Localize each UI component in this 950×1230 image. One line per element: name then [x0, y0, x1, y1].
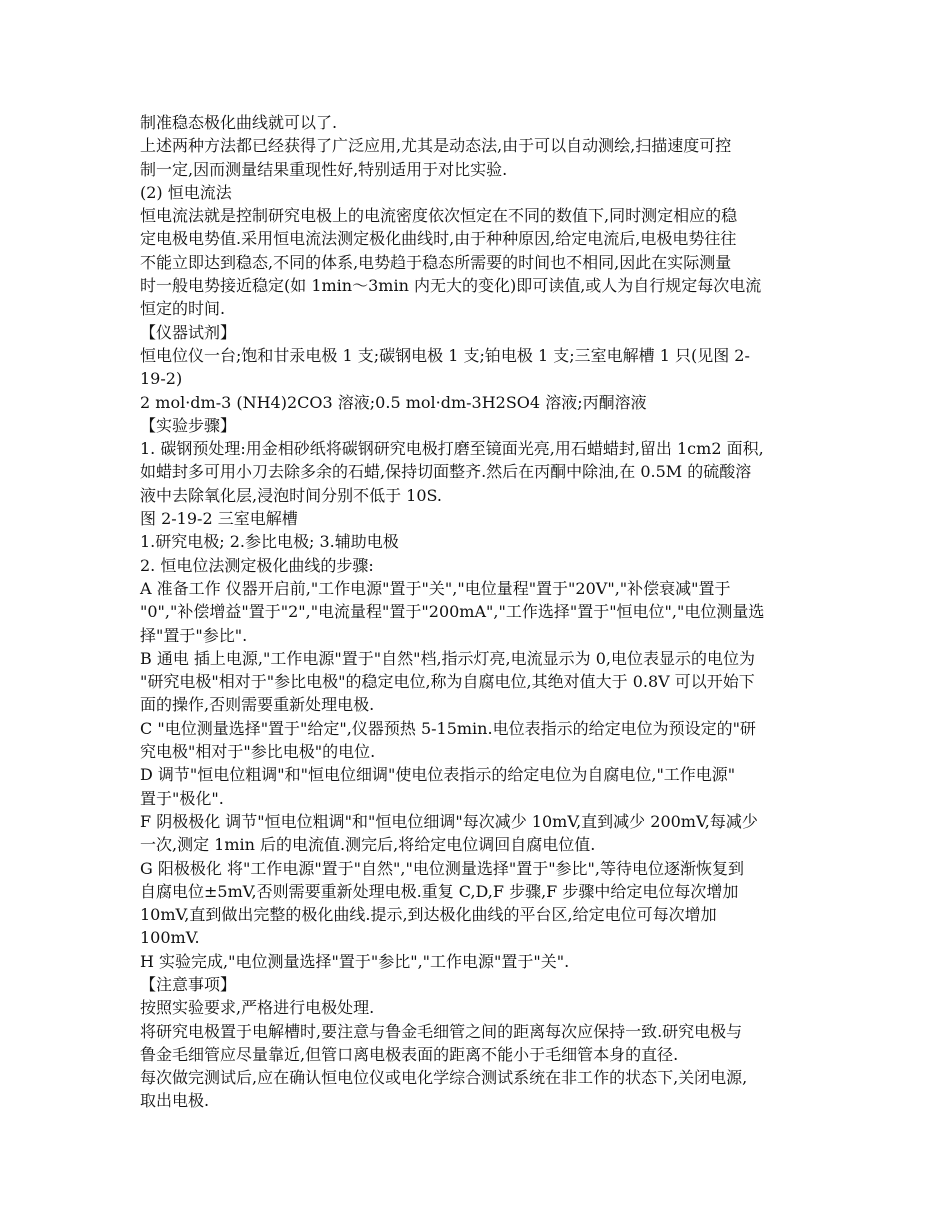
- section-heading-notes: 【注意事项】: [140, 974, 237, 994]
- text-line: 1. 碳钢预处理:用金相砂纸将碳钢研究电极打磨至镜面光亮,用石蜡蜡封,留出 1cm2 面积,: [140, 439, 764, 459]
- text-line: B 通电 插上电源,"工作电源"置于"自然"档,指示灯亮,电流显示为 0,电位表显示的电位为: [140, 648, 755, 668]
- section-heading-instruments: 【仪器试剂】: [140, 322, 237, 342]
- text-line: 不能立即达到稳态,不同的体系,电势趋于稳态所需要的时间也不相同,因此在实际测量: [140, 252, 732, 272]
- text-line: 定电极电势值.采用恒电流法测定极化曲线时,由于种种原因,给定电流后,电极电势往往: [140, 229, 737, 249]
- text-line: 上述两种方法都已经获得了广泛应用,尤其是动态法,由于可以自动测绘,扫描速度可控: [140, 136, 732, 156]
- section-heading-procedure: 【实验步骤】: [140, 415, 237, 435]
- text-line: 择"置于"参比".: [140, 625, 248, 645]
- text-line: "研究电极"相对于"参比电极"的稳定电位,称为自腐电位,其绝对值大于 0.8V 可以开始下: [140, 672, 755, 692]
- text-line: 2 mol·dm-3 (NH4)2CO3 溶液;0.5 mol·dm-3H2SO4 溶液;丙酮溶液: [140, 392, 647, 412]
- text-line: 将研究电极置于电解槽时,要注意与鲁金毛细管之间的距离每次应保持一致.研究电极与: [140, 1021, 743, 1041]
- text-line: 恒电位仪一台;饱和甘汞电极 1 支;碳钢电极 1 支;铂电极 1 支;三室电解槽 1 只(见图 2-: [140, 345, 750, 365]
- text-line: G 阳极极化 将"工作电源"置于"自然","电位测量选择"置于"参比",等待电位逐渐恢复到: [140, 858, 745, 878]
- text-line: 究电极"相对于"参比电极"的电位.: [140, 742, 376, 762]
- figure-caption: 图 2-19-2 三室电解槽: [140, 509, 298, 529]
- text-line: F 阴极极化 调节"恒电位粗调"和"恒电位细调"每次减少 10mV,直到减少 200mV,每减少: [140, 811, 758, 831]
- text-line: 制一定,因而测量结果重现性好,特别适用于对比实验.: [140, 159, 508, 179]
- figure-legend: 1.研究电极; 2.参比电极; 3.辅助电极: [140, 532, 399, 552]
- text-line: 时一般电势接近稳定(如 1min～3min 内无大的变化)即可读值,或人为自行规定每次电流: [140, 276, 762, 296]
- text-line: "0","补偿增益"置于"2","电流量程"置于"200mA","工作选择"置于"恒电位","电位测量选: [140, 602, 765, 622]
- text-line: 恒定的时间.: [140, 299, 226, 319]
- text-line: 取出电极.: [140, 1091, 210, 1111]
- text-line: 2. 恒电位法测定极化曲线的步骤:: [140, 555, 374, 575]
- text-line: 19-2): [140, 369, 183, 389]
- text-line: C "电位测量选择"置于"给定",仪器预热 5-15min.电位表指示的给定电位为预设定的"研: [140, 718, 756, 738]
- text-line: 液中去除氧化层,浸泡时间分别不低于 10S.: [140, 485, 443, 505]
- text-line: 制准稳态极化曲线就可以了.: [140, 113, 338, 132]
- text-line: A 准备工作 仪器开启前,"工作电源"置于"关","电位量程"置于"20V","补偿衰减"置于: [140, 578, 731, 598]
- text-line: 如蜡封多可用小刀去除多余的石蜡,保持切面整齐.然后在丙酮中除油,在 0.5M 的硫酸溶: [140, 462, 752, 482]
- text-line: 鲁金毛细管应尽量靠近,但管口离电极表面的距离不能小于毛细管本身的直径.: [140, 1044, 679, 1064]
- text-line: D 调节"恒电位粗调"和"恒电位细调"使电位表指示的给定电位为自腐电位,"工作电源": [140, 765, 736, 785]
- text-line: 恒电流法就是控制研究电极上的电流密度依次恒定在不同的数值下,同时测定相应的稳: [140, 206, 738, 226]
- text-line: 10mV,直到做出完整的极化曲线.提示,到达极化曲线的平台区,给定电位可每次增加: [140, 905, 717, 925]
- text-line: 自腐电位±5mV,否则需要重新处理电极.重复 C,D,F 步骤,F 步骤中给定电位每次增加: [140, 881, 739, 901]
- document-page: [140, 111, 820, 1113]
- text-line: 每次做完测试后,应在确认恒电位仪或电化学综合测试系统在非工作的状态下,关闭电源,: [140, 1068, 748, 1088]
- text-line: 100mV.: [140, 928, 200, 948]
- text-line: 置于"极化".: [140, 788, 224, 808]
- text-line: 面的操作,否则需要重新处理电极.: [140, 695, 375, 715]
- section-heading-constant-current: (2) 恒电流法: [140, 182, 232, 202]
- text-line: 按照实验要求,严格进行电极处理.: [140, 998, 375, 1018]
- text-line: H 实验完成,"电位测量选择"置于"参比","工作电源"置于"关".: [140, 951, 570, 971]
- text-line: 一次,测定 1min 后的电流值.测完后,将给定电位调回自腐电位值.: [140, 835, 596, 855]
